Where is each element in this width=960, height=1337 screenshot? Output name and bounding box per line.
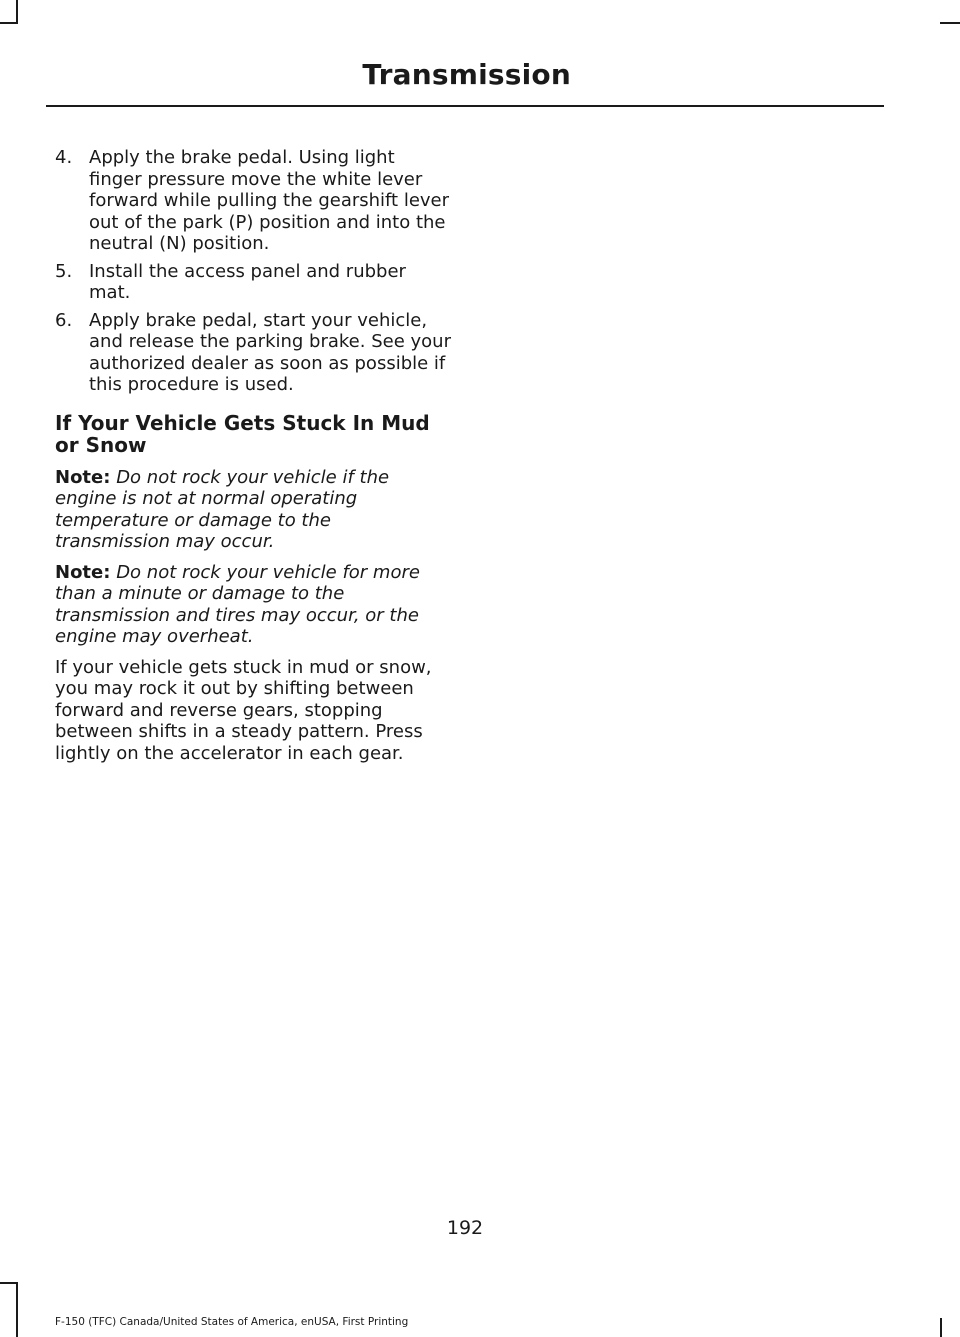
section-heading: If Your Vehicle Gets Stuck In Mud or Snow xyxy=(55,410,430,457)
step-text: Apply brake pedal, start your vehicle, and release the parking brake. See your authorized dealer as soon as possible if this procedure is used. xyxy=(89,309,451,395)
crop-mark-bottom-left-vertical xyxy=(16,1282,18,1337)
crop-mark-top-left-vertical xyxy=(16,0,18,24)
step-number: 4. xyxy=(55,147,73,168)
step-text: Apply the brake pedal. Using light finger pressure move the white lever forward while pulling the gearshift lever out of the park (P) position and into the neutral (N) position. xyxy=(89,147,450,254)
crop-mark-top-right-horizontal xyxy=(940,22,960,24)
step-text: Install the access panel and rubber mat. xyxy=(89,260,406,303)
body-paragraph: If your vehicle gets stuck in mud or snow, you may rock it out by shifting between forward and reverse gears, stopping between shifts in a steady pattern. Press lightly on the accelerator in each gear. xyxy=(55,656,432,764)
step-number: 5. xyxy=(55,260,73,282)
crop-mark-top-left-horizontal xyxy=(0,22,18,24)
note-text: Do not rock your vehicle if the engine is not at normal operating temperature or damage to the transmission may occur. xyxy=(55,466,390,552)
page-header-title: Transmission xyxy=(362,58,571,91)
procedure-step-5 xyxy=(55,261,451,304)
note-text: Do not rock your vehicle for more than a minute or damage to the transmission and tires may occur, or the engine may overheat. xyxy=(55,561,420,647)
procedure-step-6 xyxy=(55,310,451,396)
edition-footer: F-150 (TFC) Canada/United States of America, enUSA, First Printing xyxy=(55,1316,409,1328)
header-divider xyxy=(46,105,884,107)
crop-mark-bottom-right-vertical xyxy=(940,1318,942,1337)
note-label: Note: xyxy=(55,561,111,583)
note-engine-temperature xyxy=(55,467,451,553)
step-number: 6. xyxy=(55,309,73,331)
procedure-step-4 xyxy=(55,147,451,255)
procedure-steps xyxy=(55,147,451,396)
note-label: Note: xyxy=(55,466,111,488)
crop-mark-bottom-left-horizontal xyxy=(0,1282,18,1284)
page-number: 192 xyxy=(446,1217,484,1239)
content-column xyxy=(55,147,451,773)
note-rocking-duration xyxy=(55,562,451,648)
